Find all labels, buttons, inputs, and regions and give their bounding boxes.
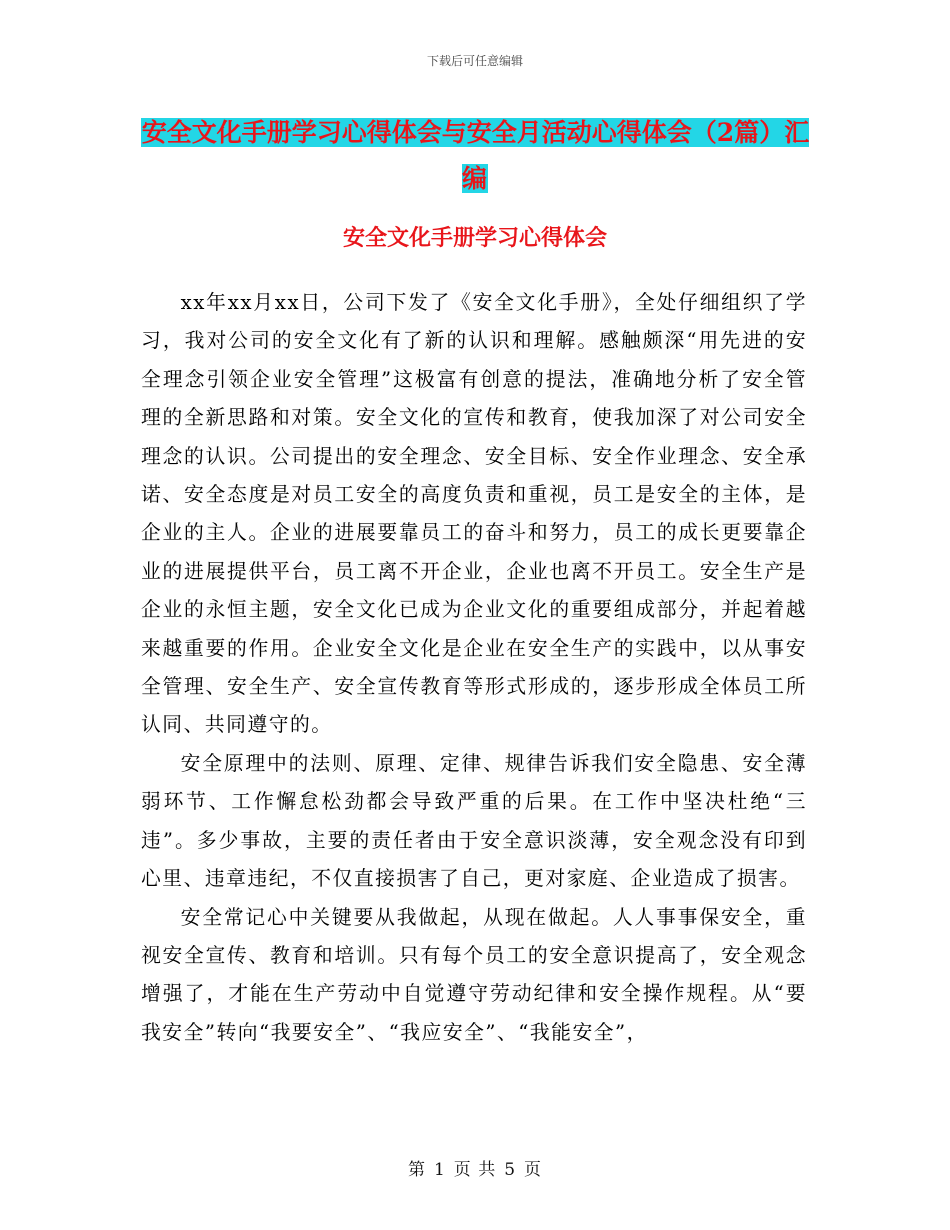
footer-middle: 页 共 bbox=[453, 1160, 497, 1180]
footer-page-number: 1 bbox=[433, 1160, 446, 1180]
paragraph: xx年xx月xx日，公司下发了《安全文化手册》，全处仔细组织了学习，我对公司的安全文化有了新的认识和理解。感触颇深“用先进的安全理念引领企业安全管理”这极富有创意的提法，准确地分析了安全管理的全新思路和对策。安全文化的宣传和教育，使我加深了对公司安全理念的认识。公司提出的安全理念、安全目标、安全作业理念、安全承诺、安全态度是对员工安全的高度负责和重视，员工是安全的主体，是企业的主人。企业的进展要靠员工的奋斗和努力，员工的成长更要靠企业的进展提供平台，员工离不开企业，企业也离不开员工。安全生产是企业的永恒主题，安全文化已成为企业文化的重要组成部分，并起着越来越重要的作用。企业安全文化是企业在安全生产的实践中，以从事安全管理、安全生产、安全宣传教育等形式形成的，逐步形成全体员工所认同、共同遵守的。 bbox=[141, 291, 807, 737]
footer-suffix: 页 bbox=[524, 1160, 543, 1180]
page-footer bbox=[0, 1155, 950, 1180]
footer-total-pages: 5 bbox=[504, 1160, 517, 1180]
footer-prefix: 第 bbox=[407, 1160, 426, 1180]
document-title bbox=[140, 110, 810, 202]
document-title-text: 安全文化手册学习心得体会与安全月活动心得体会（2篇）汇编 bbox=[141, 118, 810, 193]
document-body bbox=[141, 284, 807, 1052]
paragraph: 安全原理中的法则、原理、定律、规律告诉我们安全隐患、安全薄弱环节、工作懈怠松劲都会导致严重的后果。在工作中坚决杜绝“三违”。多少事故，主要的责任者由于安全意识淡薄，安全观念没有印到心里、违章违纪，不仅直接损害了自己，更对家庭、企业造成了损害。 bbox=[141, 751, 807, 891]
paragraph: 安全常记心中关键要从我做起，从现在做起。人人事事保安全，重视安全宣传、教育和培训。只有每个员工的安全意识提高了，安全观念增强了，才能在生产劳动中自觉遵守劳动纪律和安全操作规程。从“要我安全”转向“我要安全”、“我应安全”、“我能安全”， bbox=[141, 905, 807, 1044]
page-header-note: 下载后可任意编辑 bbox=[426, 54, 523, 68]
section-title: 安全文化手册学习心得体会 bbox=[342, 225, 607, 251]
